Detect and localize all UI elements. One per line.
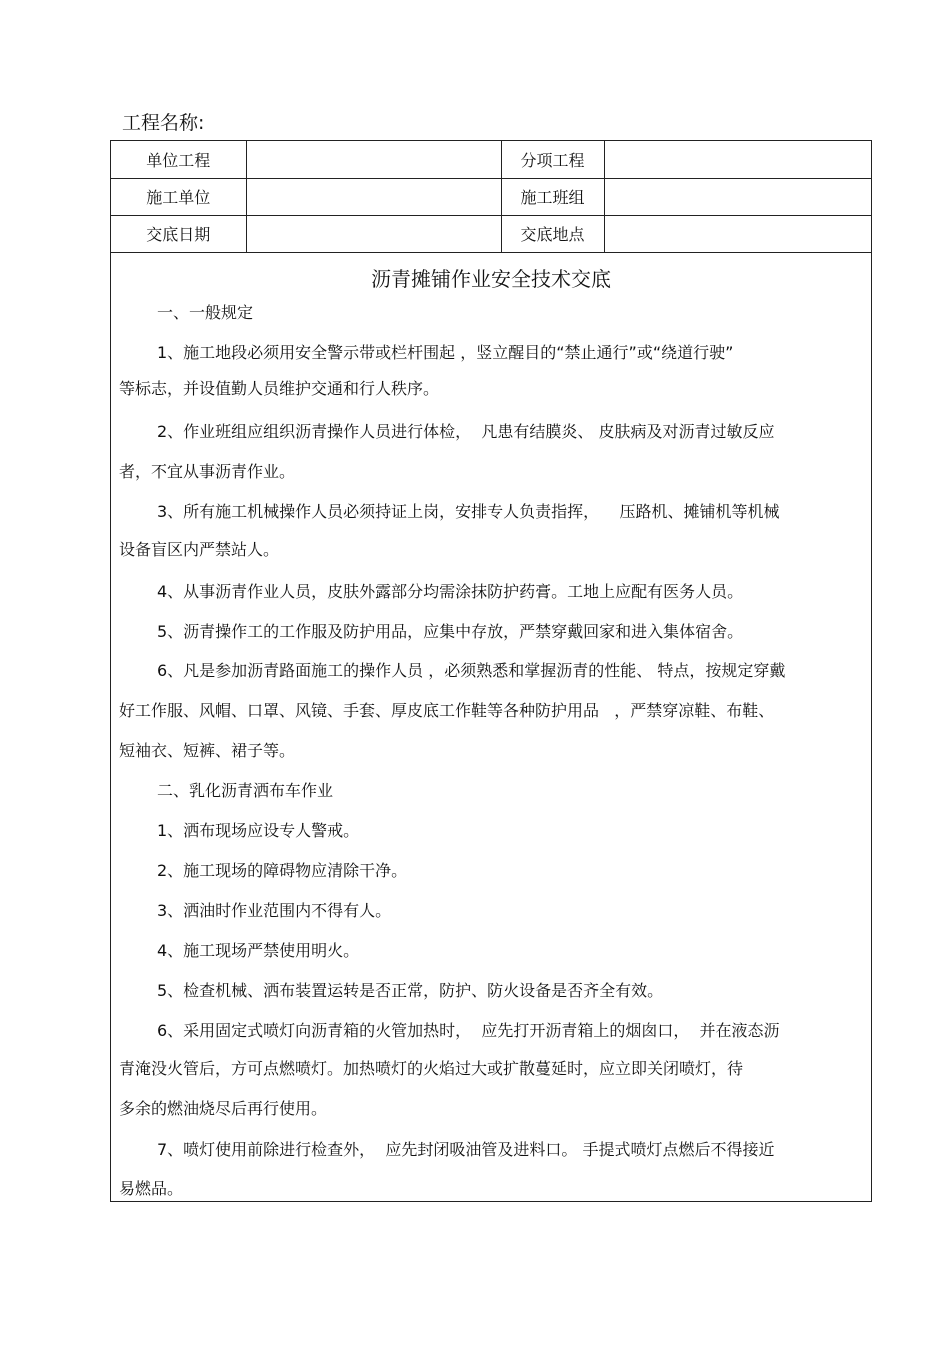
sub-project-label: 分项工程: [501, 141, 604, 178]
construction-unit-label: 施工单位: [111, 178, 246, 215]
disclosure-location-label: 交底地点: [501, 215, 604, 252]
paragraph-line: 4、从事沥青作业人员，皮肤外露部分均需涂抹防护药膏。工地上应配有医务人员。: [157, 581, 744, 601]
table-row: [111, 215, 871, 252]
paragraph-line: 1、施工地段必须用安全警示带或栏杆围起 ，竖立醒目的“禁止通行”或“绕道行驶”: [157, 342, 734, 362]
paragraph-line: 4、施工现场严禁使用明火。: [157, 940, 360, 960]
paragraph-line: 1、洒布现场应设专人警戒。: [157, 820, 360, 840]
document-title: 沥青摊铺作业安全技术交底: [371, 266, 611, 291]
disclosure-date-value: [246, 215, 501, 252]
paragraph-line: 6、采用固定式喷灯向沥青箱的火管加热时， 应先打开沥青箱上的烟囱口， 并在液态沥: [157, 1020, 780, 1040]
table-row: [111, 141, 871, 178]
table-row: [111, 178, 871, 215]
paragraph-line: 多余的燃油烧尽后再行使用。: [119, 1098, 328, 1118]
paragraph-line: 等标志，并设值勤人员维护交通和行人秩序。: [119, 378, 440, 398]
paragraph-line: 7、喷灯使用前除进行检查外， 应先封闭吸油管及进料口。 手提式喷灯点燃后不得接近: [157, 1139, 775, 1159]
unit-project-label: 单位工程: [111, 141, 246, 178]
paragraph-line: 设备盲区内严禁站人。: [119, 539, 280, 559]
section-heading: 一、一般规定: [157, 302, 254, 322]
paragraph-line: 青淹没火管后，方可点燃喷灯。加热喷灯的火焰过大或扩散蔓延时，应立即关闭喷灯，待: [119, 1058, 744, 1078]
sub-project-value: [604, 141, 871, 178]
paragraph-line: 5、沥青操作工的工作服及防护用品，应集中存放，严禁穿戴回家和进入集体宿舍。: [157, 621, 744, 641]
disclosure-location-value: [604, 215, 871, 252]
disclosure-date-label: 交底日期: [111, 215, 246, 252]
paragraph-line: 短袖衣、短裤、裙子等。: [119, 740, 296, 760]
paragraph-line: 者，不宜从事沥青作业。: [119, 461, 296, 481]
paragraph-line: 2、作业班组应组织沥青操作人员进行体检， 凡患有结膜炎、 皮肤病及对沥青过敏反应: [157, 421, 775, 441]
disclosure-content: [111, 253, 871, 1201]
paragraph-line: 易燃品。: [119, 1178, 184, 1198]
project-name-label: 工程名称:: [122, 112, 205, 134]
paragraph-line: 3、洒油时作业范围内不得有人。: [157, 900, 392, 920]
paragraph-line: 5、检查机械、洒布装置运转是否正常，防护、防火设备是否齐全有效。: [157, 980, 664, 1000]
paragraph-line: 2、施工现场的障碍物应清除干净。: [157, 860, 408, 880]
disclosure-document: [110, 140, 872, 1202]
construction-team-label: 施工班组: [501, 178, 604, 215]
construction-team-value: [604, 178, 871, 215]
project-info-table: [111, 141, 871, 253]
construction-unit-value: [246, 178, 501, 215]
paragraph-line: 3、所有施工机械操作人员必须持证上岗，安排专人负责指挥， 压路机、摊铺机等机械: [157, 501, 780, 521]
unit-project-value: [246, 141, 501, 178]
section-heading: 二、乳化沥青洒布车作业: [157, 780, 334, 800]
paragraph-line: 好工作服、风帽、口罩、风镜、手套、厚皮底工作鞋等各种防护用品 ，严禁穿凉鞋、布鞋、: [119, 700, 775, 720]
paragraph-line: 6、凡是参加沥青路面施工的操作人员 ，必须熟悉和掌握沥青的性能、 特点，按规定穿戴: [157, 660, 786, 680]
